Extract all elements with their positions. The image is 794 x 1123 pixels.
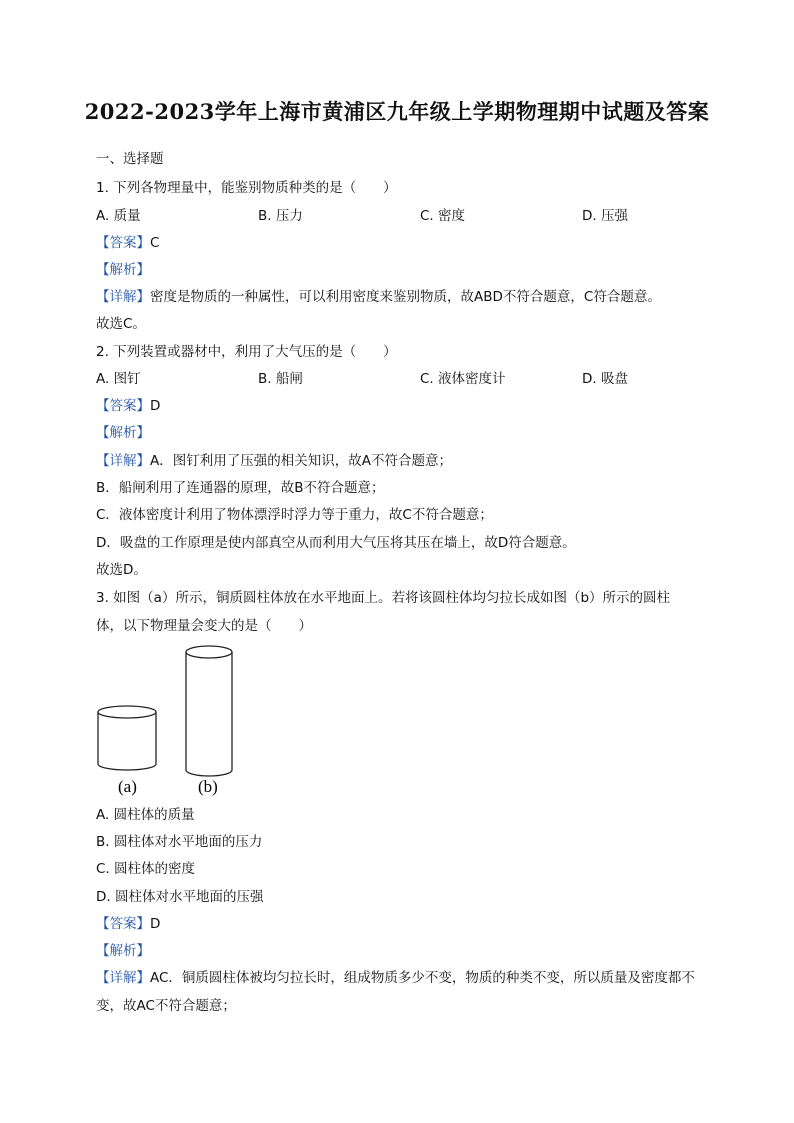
q1-option-b: B. 压力 <box>258 208 303 224</box>
q1-analysis-tag: 【解析】 <box>96 262 150 278</box>
answer-tag: 【答案】 <box>96 916 150 932</box>
figure-label-b: (b) <box>198 777 218 796</box>
q2-detail-b: B．船闸利用了连通器的原理，故B不符合题意； <box>96 480 385 496</box>
q1-option-a: A. 质量 <box>96 208 141 224</box>
q1-option-d: D. 压强 <box>582 208 628 224</box>
cylinder-figure <box>92 640 252 800</box>
q1-answer-value: C <box>150 235 160 251</box>
q2-detail-c: C．液体密度计利用了物体漂浮时浮力等于重力，故C不符合题意； <box>96 507 493 523</box>
q2-conclusion: 故选D。 <box>96 562 147 578</box>
q3-option-d: D. 圆柱体对水平地面的压强 <box>96 889 264 905</box>
detail-tag: 【详解】 <box>96 970 150 986</box>
detail-tag: 【详解】 <box>96 289 150 305</box>
q2-detail-a <box>96 452 452 470</box>
q3-answer <box>96 915 160 933</box>
q1-stem: 1. 下列各物理量中，能鉴别物质种类的是（ ） <box>96 180 397 196</box>
q3-stem: 3. 如图（a）所示，铜质圆柱体放在水平地面上。若将该圆柱体均匀拉长成如图（b）所示的圆柱体，以下物理量会变大的是（ ） <box>96 590 671 634</box>
figure-label-a: (a) <box>118 777 137 796</box>
q2-detail-d: D．吸盘的工作原理是使内部真空从而利用大气压将其压在墙上，故D符合题意。 <box>96 535 576 551</box>
q2-detail-a-text: A．图钉利用了压强的相关知识，故A不符合题意； <box>150 453 452 469</box>
q1-detail <box>96 288 661 306</box>
q1-detail-text: 密度是物质的一种属性，可以利用密度来鉴别物质，故ABD不符合题意，C符合题意。 <box>150 289 661 305</box>
q2-answer-value: D <box>150 398 161 414</box>
cylinder-a-shape <box>98 706 156 770</box>
q1-option-c: C. 密度 <box>420 208 466 224</box>
q3-option-b: B. 圆柱体对水平地面的压力 <box>96 834 263 850</box>
q2-option-b: B. 船闸 <box>258 371 303 387</box>
answer-tag: 【答案】 <box>96 235 150 251</box>
section-heading: 一、选择题 <box>96 151 164 167</box>
q2-analysis-tag: 【解析】 <box>96 425 150 441</box>
cylinder-b-shape <box>186 646 232 776</box>
q3-analysis-tag: 【解析】 <box>96 943 150 959</box>
answer-tag: 【答案】 <box>96 398 150 414</box>
detail-tag: 【详解】 <box>96 453 150 469</box>
q2-option-d: D. 吸盘 <box>582 371 628 387</box>
q3-option-a: A. 圆柱体的质量 <box>96 807 195 823</box>
page-title: 2022-2023学年上海市黄浦区九年级上学期物理期中试题及答案 <box>84 99 710 124</box>
q1-answer <box>96 234 159 252</box>
q3-answer-value: D <box>150 916 161 932</box>
q1-conclusion: 故选C。 <box>96 316 146 332</box>
q2-answer <box>96 397 160 415</box>
q2-option-c: C. 液体密度计 <box>420 371 506 387</box>
q2-stem: 2. 下列装置或器材中，利用了大气压的是（ ） <box>96 344 397 360</box>
q3-option-c: C. 圆柱体的密度 <box>96 861 196 877</box>
q3-detail <box>96 964 696 1020</box>
q2-option-a: A. 图钉 <box>96 371 141 387</box>
q3-detail-text: AC．铜质圆柱体被均匀拉长时，组成物质多少不变，物质的种类不变，所以质量及密度都不变，故AC不符合题意； <box>96 970 695 1014</box>
